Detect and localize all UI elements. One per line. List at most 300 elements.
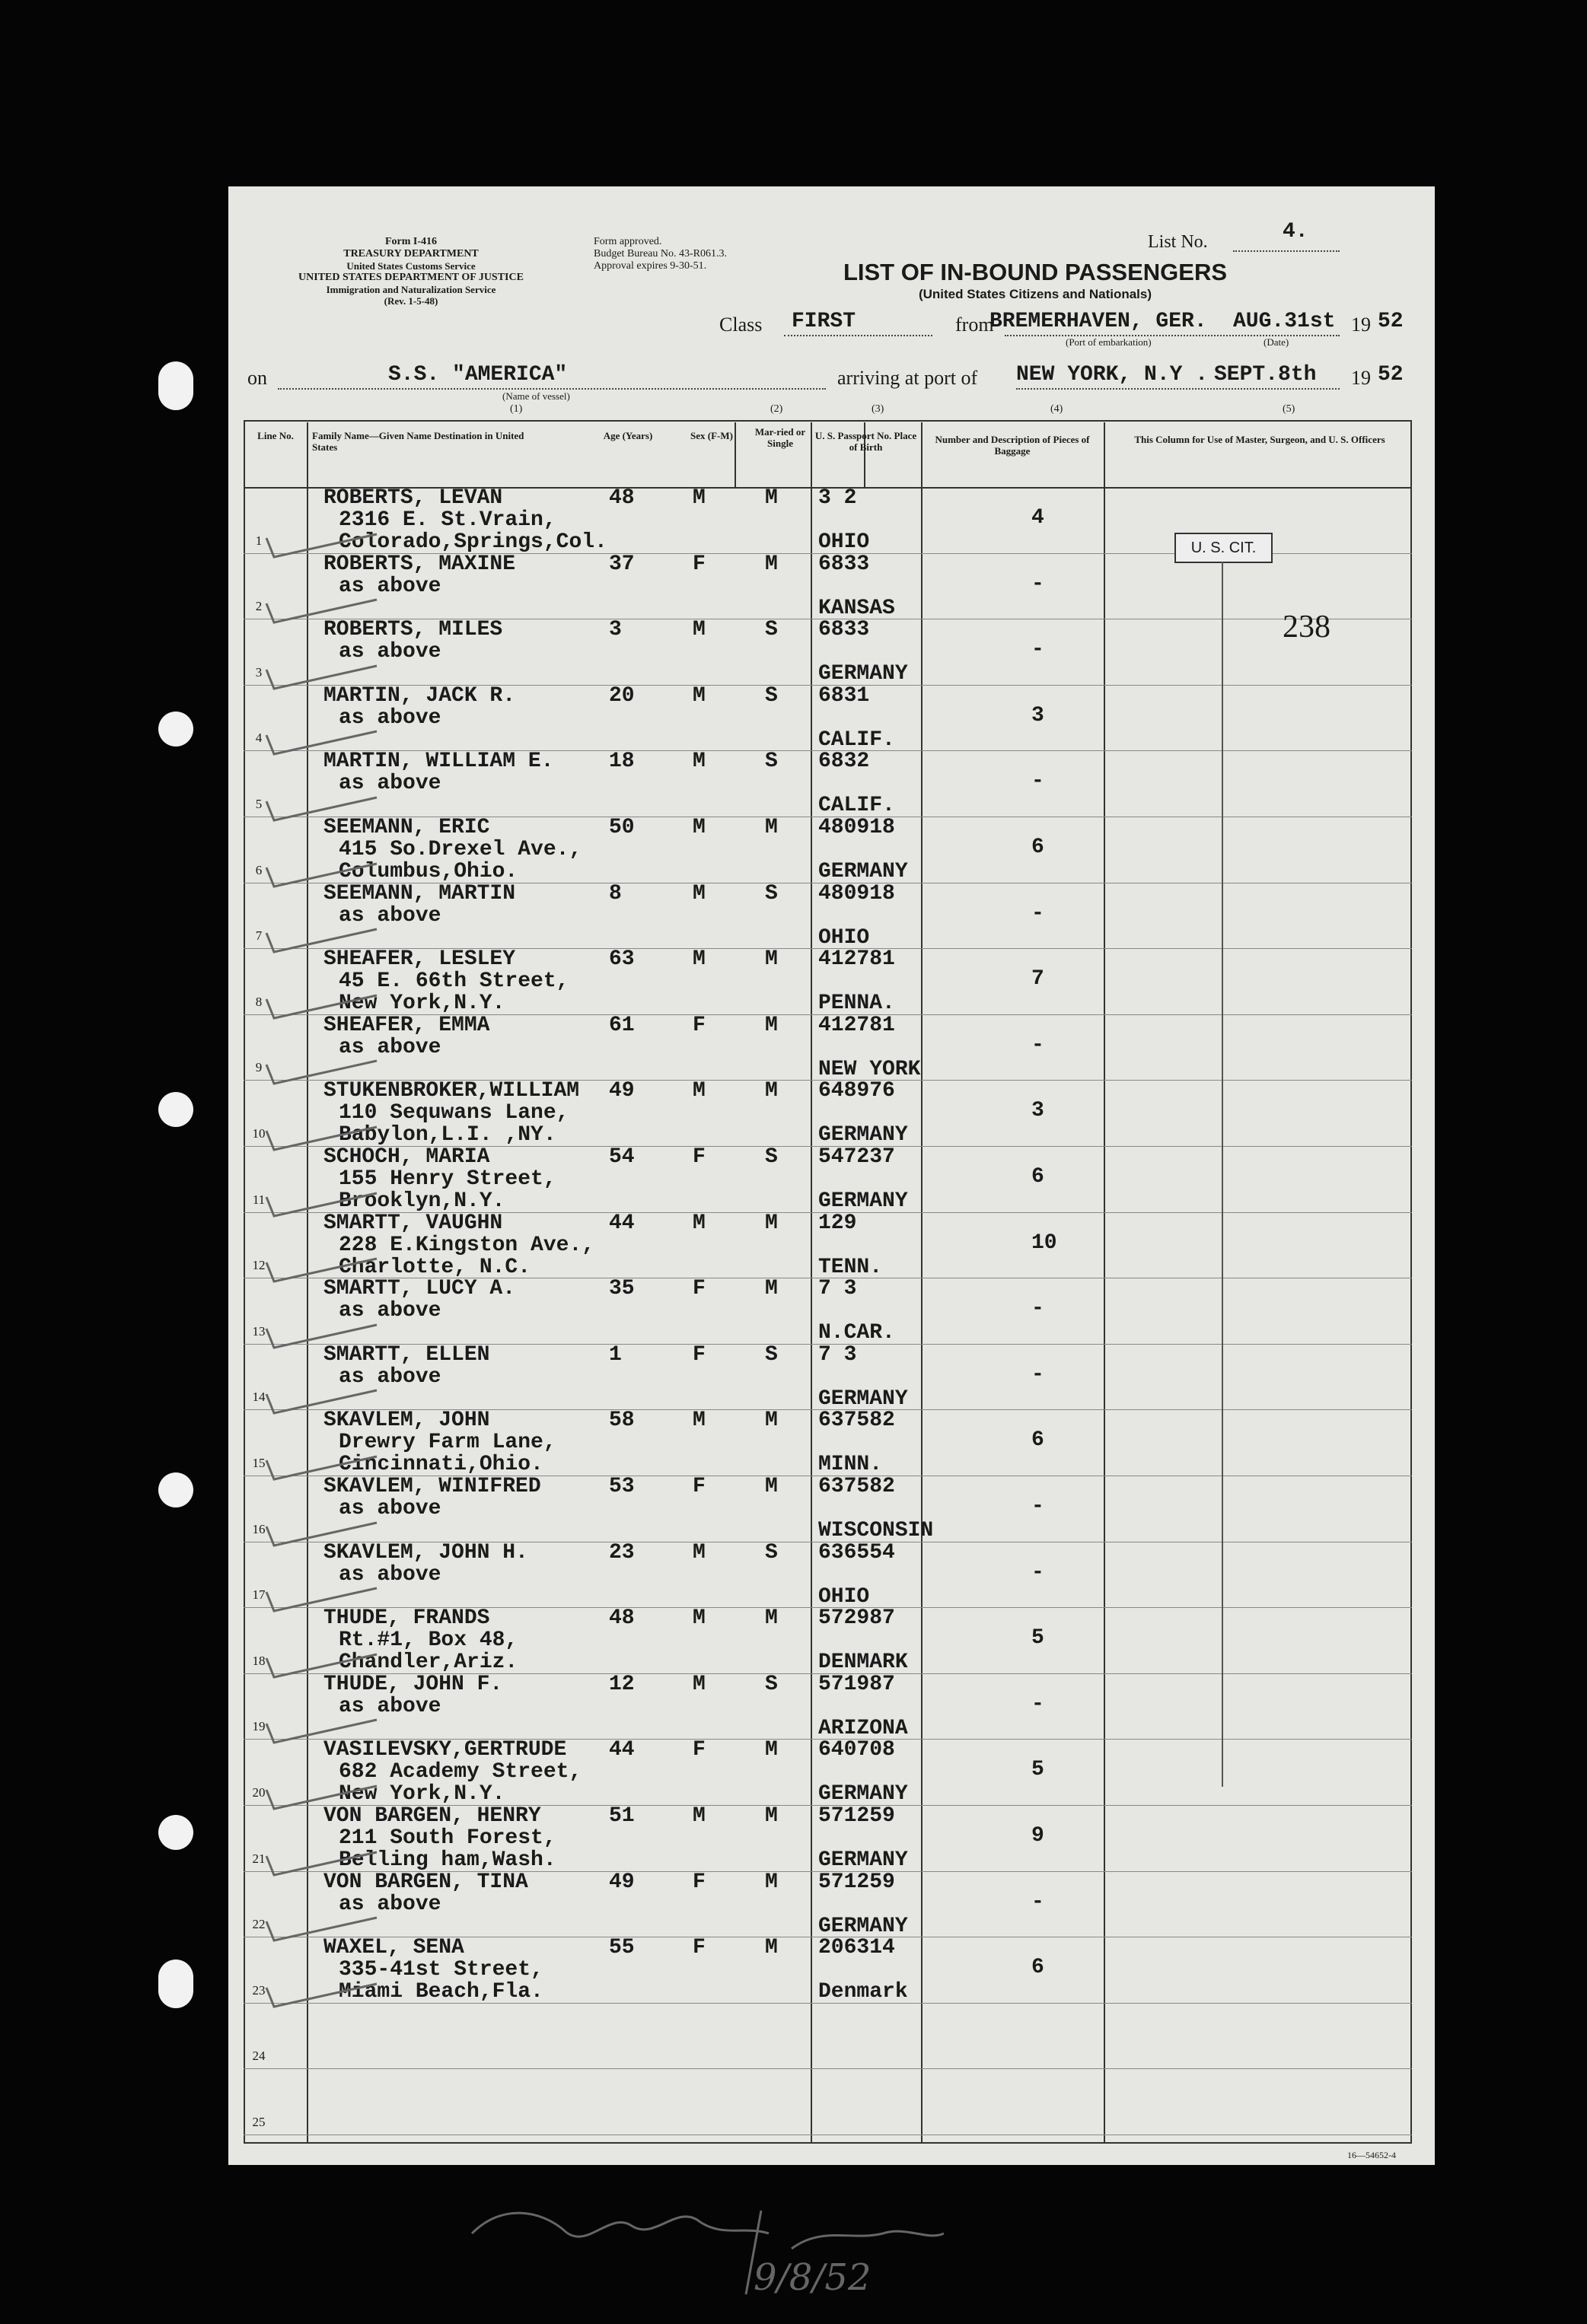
passenger-sex: F — [693, 1145, 706, 1169]
line-number: 11 — [252, 1192, 266, 1207]
baggage-count: - — [1031, 769, 1044, 794]
passenger-sex: M — [693, 1804, 706, 1828]
line-number: 25 — [252, 2115, 266, 2129]
from-label: from — [955, 314, 994, 336]
baggage-count: 9 — [1031, 1824, 1044, 1848]
place-of-birth: GERMANY — [818, 1386, 908, 1411]
passenger-sex: F — [693, 1936, 706, 1960]
page-number: 238 — [1283, 610, 1330, 645]
place-of-birth: Denmark — [818, 1980, 908, 2004]
baggage-count: 10 — [1031, 1230, 1057, 1255]
port-embarkation-caption: (Port of embarkation) — [1066, 336, 1152, 348]
col-header-name: Family Name—Given Name Destination in United States — [312, 430, 524, 453]
passenger-marital: S — [765, 1672, 778, 1696]
baggage-count: - — [1031, 1033, 1044, 1057]
col-header-sex: Sex (F-M) — [690, 430, 733, 441]
passenger-address-2: Brooklyn,N.Y. — [339, 1189, 505, 1213]
line-number: 7 — [255, 928, 263, 944]
passenger-address-2: Colorado,Springs,Col. — [339, 530, 607, 554]
passenger-sex: F — [693, 1277, 706, 1301]
baggage-count: 5 — [1031, 1626, 1044, 1651]
embarkation-date: AUG.31st — [1233, 310, 1336, 333]
passenger-address-1: 45 E. 66th Street, — [339, 969, 569, 994]
approval-expiry: Approval expires 9-30-51. — [594, 260, 707, 272]
passenger-name: ROBERTS, MAXINE — [323, 552, 516, 576]
passenger-row — [228, 619, 1435, 685]
line-number: 17 — [252, 1587, 266, 1603]
passenger-row — [228, 1146, 1435, 1212]
column-number-4: (4) — [1050, 403, 1063, 415]
baggage-count: - — [1031, 1297, 1044, 1321]
line-number: 20 — [252, 1785, 266, 1800]
row-rule — [244, 2068, 1412, 2069]
baggage-count: 3 — [1031, 1099, 1044, 1123]
passenger-name: VON BARGEN, TINA — [323, 1870, 528, 1894]
passenger-row — [228, 1542, 1435, 1608]
binder-hole — [158, 1472, 193, 1507]
baggage-count: 6 — [1031, 1956, 1044, 1980]
passenger-name: ROBERTS, MILES — [323, 618, 503, 642]
list-number-label: List No. — [1148, 232, 1208, 252]
list-number-rule — [1233, 250, 1340, 252]
binder-hole — [158, 1959, 193, 2008]
passenger-address-1: 415 So.Drexel Ave., — [339, 838, 582, 861]
passenger-age: 48 — [609, 1606, 635, 1631]
passport-number: 6831 — [818, 683, 870, 708]
place-of-birth: OHIO — [818, 530, 870, 554]
col-header-baggage: Number and Description of Pieces of Baggage — [935, 434, 1090, 457]
year-2: 52 — [1378, 363, 1404, 387]
list-number-value: 4. — [1283, 220, 1308, 244]
passenger-address-1: as above — [339, 1694, 441, 1718]
passenger-address-1: as above — [339, 903, 441, 928]
passport-number: 480918 — [818, 816, 895, 839]
passenger-address-1: as above — [339, 1299, 441, 1323]
line-number: 13 — [252, 1323, 266, 1339]
line-number: 22 — [252, 1917, 266, 1932]
passport-number: 3 2 — [818, 486, 857, 510]
place-of-birth: GERMANY — [818, 1914, 908, 1938]
from-rule — [1005, 335, 1340, 336]
place-of-birth: OHIO — [818, 1584, 870, 1609]
passenger-row — [228, 1739, 1435, 1805]
class-label: Class — [719, 314, 763, 336]
vessel-rule — [278, 388, 826, 390]
baggage-count: 6 — [1031, 836, 1044, 859]
passport-number: 571259 — [818, 1804, 895, 1828]
col-header-married: Mar-ried or Single — [754, 426, 806, 449]
year-prefix-1: 19 — [1351, 314, 1371, 336]
passenger-row — [228, 1014, 1435, 1081]
passenger-name: SEEMANN, MARTIN — [323, 881, 516, 906]
us-citizen-stamp: U. S. CIT. — [1174, 533, 1273, 563]
passport-number: 572987 — [818, 1606, 895, 1631]
place-of-birth: OHIO — [818, 925, 870, 950]
passenger-sex: F — [693, 1738, 706, 1762]
passport-number: 637582 — [818, 1475, 895, 1498]
passenger-name: SMARTT, LUCY A. — [323, 1277, 516, 1301]
signature-date: 9/8/52 — [754, 2256, 872, 2299]
line-number: 4 — [255, 731, 263, 746]
passenger-age: 54 — [609, 1145, 635, 1169]
binder-hole — [158, 361, 193, 410]
passenger-sex: M — [693, 1211, 706, 1235]
baggage-count: - — [1031, 1889, 1044, 1914]
passenger-address-1: as above — [339, 1364, 441, 1389]
col-header-officials: This Column for Use of Master, Surgeon, and U. S. Officers — [1134, 434, 1385, 445]
passenger-row — [228, 948, 1435, 1014]
passenger-age: 55 — [609, 1936, 635, 1960]
passenger-row — [228, 1344, 1435, 1410]
class-value: FIRST — [792, 310, 856, 333]
passenger-row — [228, 1805, 1435, 1871]
passenger-address-2: Cincinnati,Ohio. — [339, 1453, 543, 1477]
baggage-count: - — [1031, 1362, 1044, 1386]
binder-hole — [158, 1092, 193, 1127]
passenger-row — [228, 883, 1435, 949]
revision: (Rev. 1-5-48) — [384, 295, 438, 307]
passenger-manifest-sheet — [228, 186, 1435, 2299]
vessel-caption: (Name of vessel) — [502, 390, 570, 402]
passenger-name: SMARTT, VAUGHN — [323, 1211, 503, 1235]
passenger-address-1: Rt.#1, Box 48, — [339, 1628, 518, 1653]
place-of-birth: NEW YORK — [818, 1057, 921, 1081]
passenger-address-1: as above — [339, 705, 441, 730]
year-1: 52 — [1378, 310, 1404, 333]
passenger-marital: S — [765, 1540, 778, 1565]
passenger-marital: M — [765, 1475, 778, 1498]
line-number: 1 — [255, 533, 263, 548]
passenger-address-1: Drewry Farm Lane, — [339, 1431, 556, 1455]
line-number: 6 — [255, 862, 263, 877]
passenger-age: 1 — [609, 1342, 622, 1367]
place-of-birth: CALIF. — [818, 794, 895, 818]
passenger-sex: M — [693, 683, 706, 708]
passenger-row — [228, 817, 1435, 883]
form-footer-code: 16—54652-4 — [1347, 2150, 1396, 2160]
passenger-age: 49 — [609, 1870, 635, 1894]
passenger-sex: M — [693, 1606, 706, 1631]
arrival-date: SEPT.8th — [1214, 363, 1317, 387]
approval-block — [594, 236, 799, 272]
passenger-marital: S — [765, 618, 778, 642]
passenger-marital: M — [765, 1013, 778, 1037]
passport-number: 129 — [818, 1211, 857, 1235]
passport-number: 6832 — [818, 750, 870, 774]
passenger-address-1: as above — [339, 574, 441, 598]
passenger-sex: F — [693, 552, 706, 576]
passenger-name: SKAVLEM, JOHN H. — [323, 1540, 528, 1565]
passenger-address-2: Belling ham,Wash. — [339, 1848, 556, 1872]
passenger-address-2: New York,N.Y. — [339, 992, 505, 1016]
passenger-sex: F — [693, 1013, 706, 1037]
passenger-age: 44 — [609, 1738, 635, 1762]
passenger-address-2: Chandler,Ariz. — [339, 1651, 518, 1675]
baggage-count: 6 — [1031, 1165, 1044, 1189]
place-of-birth: GERMANY — [818, 1189, 908, 1213]
passenger-marital: S — [765, 1145, 778, 1169]
passenger-address-2: Miami Beach,Fla. — [339, 1980, 543, 2004]
line-number: 3 — [255, 664, 263, 680]
customs-service: United States Customs Service — [346, 260, 476, 272]
passenger-address-1: 335-41st Street, — [339, 1958, 543, 1982]
place-of-birth: ARIZONA — [818, 1716, 908, 1740]
passenger-address-2: Charlotte, N.C. — [339, 1255, 531, 1279]
passenger-address-2: New York,N.Y. — [339, 1782, 505, 1807]
passenger-marital: M — [765, 1738, 778, 1762]
passenger-marital: S — [765, 881, 778, 906]
passenger-name: MARTIN, JACK R. — [323, 683, 516, 708]
col-header-line: Line No. — [257, 430, 294, 441]
budget-bureau: Budget Bureau No. 43-R061.3. — [594, 248, 727, 259]
arrival-port: NEW YORK, N.Y . — [1016, 363, 1209, 387]
place-of-birth: GERMANY — [818, 662, 908, 686]
baggage-count: 4 — [1031, 506, 1044, 530]
column-number-2: (2) — [770, 403, 783, 415]
passport-number: 637582 — [818, 1409, 895, 1433]
arrival-rule — [1016, 388, 1340, 390]
passenger-row — [228, 1409, 1435, 1476]
passport-number: 571987 — [818, 1672, 895, 1696]
line-number: 14 — [252, 1390, 266, 1405]
place-of-birth: TENN. — [818, 1255, 883, 1279]
passenger-row — [228, 750, 1435, 817]
port-of-embarkation: BREMERHAVEN, GER. — [989, 310, 1207, 333]
passenger-age: 53 — [609, 1475, 635, 1498]
passenger-marital: M — [765, 1606, 778, 1631]
date-caption: (Date) — [1264, 336, 1289, 348]
passenger-age: 48 — [609, 486, 635, 510]
place-of-birth: CALIF. — [818, 727, 895, 752]
agency-header — [236, 236, 586, 307]
passenger-name: SMARTT, ELLEN — [323, 1342, 490, 1367]
baggage-count: 6 — [1031, 1428, 1044, 1453]
passenger-address-1: 211 South Forest, — [339, 1826, 556, 1850]
binder-hole — [158, 712, 193, 747]
baggage-count: - — [1031, 571, 1044, 596]
passenger-name: VON BARGEN, HENRY — [323, 1804, 541, 1828]
line-number: 18 — [252, 1653, 266, 1668]
line-number: 19 — [252, 1719, 266, 1734]
passenger-sex: M — [693, 618, 706, 642]
passport-number: 7 3 — [818, 1277, 857, 1301]
passenger-name: SKAVLEM, WINIFRED — [323, 1475, 541, 1498]
baggage-count: - — [1031, 1495, 1044, 1518]
passenger-marital: M — [765, 1409, 778, 1433]
passport-number: 636554 — [818, 1540, 895, 1565]
passport-number: 571259 — [818, 1870, 895, 1894]
place-of-birth: N.CAR. — [818, 1321, 895, 1345]
baggage-count: 3 — [1031, 703, 1044, 727]
passenger-sex: F — [693, 1342, 706, 1367]
line-number: 23 — [252, 1982, 266, 1998]
column-number-5: (5) — [1283, 403, 1295, 415]
form-title: LIST OF IN-BOUND PASSENGERS — [843, 259, 1228, 285]
passenger-age: 50 — [609, 816, 635, 839]
on-label: on — [247, 367, 267, 389]
passenger-age: 63 — [609, 947, 635, 972]
passenger-marital: M — [765, 947, 778, 972]
passenger-name: WAXEL, SENA — [323, 1936, 464, 1960]
passenger-sex: M — [693, 881, 706, 906]
passenger-row — [228, 1476, 1435, 1542]
passenger-sex: M — [693, 947, 706, 972]
passenger-marital: M — [765, 1936, 778, 1960]
passenger-marital: M — [765, 552, 778, 576]
passenger-marital: M — [765, 1079, 778, 1103]
passport-number: 648976 — [818, 1079, 895, 1103]
passenger-age: 35 — [609, 1277, 635, 1301]
class-rule — [784, 335, 932, 336]
passenger-address-1: as above — [339, 640, 441, 664]
passenger-row — [228, 1212, 1435, 1278]
passenger-marital: M — [765, 1870, 778, 1894]
passenger-name: MARTIN, WILLIAM E. — [323, 750, 554, 774]
col-header-passport: U. S. Passport No. Place of Birth — [814, 430, 917, 453]
passenger-marital: S — [765, 750, 778, 774]
line-number: 9 — [255, 1060, 263, 1075]
passenger-name: SKAVLEM, JOHN — [323, 1409, 490, 1433]
passenger-sex: M — [693, 1540, 706, 1565]
place-of-birth: PENNA. — [818, 992, 895, 1016]
line-number: 8 — [255, 994, 263, 1009]
baggage-count: - — [1031, 1692, 1044, 1716]
passenger-age: 12 — [609, 1672, 635, 1696]
passenger-sex: M — [693, 750, 706, 774]
passenger-age: 18 — [609, 750, 635, 774]
treasury-department: TREASURY DEPARTMENT — [343, 248, 479, 259]
year-prefix-2: 19 — [1351, 367, 1371, 389]
passenger-marital: S — [765, 1342, 778, 1367]
passenger-sex: F — [693, 1870, 706, 1894]
place-of-birth: KANSAS — [818, 596, 895, 620]
passenger-marital: M — [765, 1211, 778, 1235]
place-of-birth: GERMANY — [818, 860, 908, 883]
passenger-marital: M — [765, 486, 778, 510]
passenger-marital: M — [765, 1804, 778, 1828]
line-number: 15 — [252, 1456, 266, 1470]
passenger-marital: M — [765, 1277, 778, 1301]
passport-number: 640708 — [818, 1738, 895, 1762]
passenger-address-1: 2316 E. St.Vrain, — [339, 508, 556, 532]
passenger-address-2: Babylon,L.I. ,NY. — [339, 1123, 556, 1148]
place-of-birth: MINN. — [818, 1453, 883, 1477]
place-of-birth: DENMARK — [818, 1651, 908, 1675]
baggage-count: 7 — [1031, 967, 1044, 992]
passport-number: 6833 — [818, 552, 870, 576]
passenger-name: SCHOCH, MARIA — [323, 1145, 490, 1169]
passport-number: 480918 — [818, 881, 895, 906]
line-number: 2 — [255, 599, 263, 614]
passenger-name: THUDE, JOHN F. — [323, 1672, 503, 1696]
passenger-age: 49 — [609, 1079, 635, 1103]
place-of-birth: WISCONSIN — [818, 1519, 934, 1542]
passenger-row — [228, 1673, 1435, 1740]
line-number: 21 — [252, 1851, 266, 1866]
passport-number: 412781 — [818, 947, 895, 972]
column-number-1: (1) — [510, 403, 523, 415]
passenger-sex: F — [693, 1475, 706, 1498]
passenger-name: VASILEVSKY,GERTRUDE — [323, 1738, 567, 1762]
line-number: 10 — [252, 1126, 266, 1141]
justice-department: UNITED STATES DEPARTMENT OF JUSTICE — [298, 272, 524, 283]
passenger-name: SEEMANN, ERIC — [323, 816, 490, 839]
baggage-count: - — [1031, 901, 1044, 925]
passenger-address-1: as above — [339, 1497, 441, 1520]
line-number: 12 — [252, 1258, 266, 1273]
line-number: 16 — [252, 1521, 266, 1536]
passenger-row — [228, 1871, 1435, 1937]
passenger-address-1: as above — [339, 1892, 441, 1916]
passenger-row — [228, 1607, 1435, 1673]
baggage-count: - — [1031, 638, 1044, 662]
passport-number: 7 3 — [818, 1342, 857, 1367]
passenger-age: 23 — [609, 1540, 635, 1565]
passenger-address-1: 110 Sequwans Lane, — [339, 1101, 569, 1125]
baggage-count: - — [1031, 1560, 1044, 1584]
passenger-age: 58 — [609, 1409, 635, 1433]
passenger-address-1: as above — [339, 772, 441, 796]
check-mark — [263, 1972, 384, 2018]
passenger-age: 61 — [609, 1013, 635, 1037]
passenger-marital: M — [765, 816, 778, 839]
place-of-birth: GERMANY — [818, 1123, 908, 1148]
passport-number: 412781 — [818, 1013, 895, 1037]
passenger-age: 51 — [609, 1804, 635, 1828]
passenger-address-1: 228 E.Kingston Ave., — [339, 1233, 595, 1257]
passenger-row — [228, 1080, 1435, 1146]
passenger-sex: M — [693, 816, 706, 839]
place-of-birth: GERMANY — [818, 1782, 908, 1807]
passenger-name: SHEAFER, EMMA — [323, 1013, 490, 1037]
passenger-sex: M — [693, 1079, 706, 1103]
passenger-age: 44 — [609, 1211, 635, 1235]
ins-service: Immigration and Naturalization Service — [326, 284, 496, 295]
passenger-name: ROBERTS, LEVAN — [323, 486, 503, 510]
passenger-row — [228, 1937, 1435, 2003]
line-number: 24 — [252, 2049, 266, 2064]
passenger-address-1: as above — [339, 1562, 441, 1587]
passenger-sex: M — [693, 486, 706, 510]
passenger-row — [228, 685, 1435, 751]
passenger-age: 20 — [609, 683, 635, 708]
arriving-label: arriving at port of — [837, 367, 978, 389]
passenger-sex: M — [693, 1672, 706, 1696]
column-number-3: (3) — [872, 403, 884, 415]
passenger-age: 3 — [609, 618, 622, 642]
stamp-ditto-line — [1222, 562, 1223, 1787]
passenger-address-1: 155 Henry Street, — [339, 1167, 556, 1191]
passport-number: 6833 — [818, 618, 870, 642]
form-subtitle: (United States Citizens and Nationals) — [918, 287, 1152, 301]
passenger-marital: S — [765, 683, 778, 708]
binder-hole — [158, 1815, 193, 1850]
vessel-name: S.S. "AMERICA" — [388, 363, 568, 387]
passenger-address-2: Columbus,Ohio. — [339, 860, 518, 883]
passenger-age: 37 — [609, 552, 635, 576]
form-number: Form I-416 — [384, 236, 438, 247]
line-number: 5 — [255, 797, 263, 811]
passenger-address-1: 682 Academy Street, — [339, 1760, 582, 1784]
passenger-sex: M — [693, 1409, 706, 1433]
passenger-name: STUKENBROKER,WILLIAM — [323, 1079, 580, 1103]
col-header-age: Age (Years) — [603, 430, 653, 441]
form-approved: Form approved. — [594, 236, 662, 247]
passenger-row — [228, 1278, 1435, 1344]
baggage-count: 5 — [1031, 1758, 1044, 1782]
passenger-name: SHEAFER, LESLEY — [323, 947, 516, 972]
passport-number: 547237 — [818, 1145, 895, 1169]
